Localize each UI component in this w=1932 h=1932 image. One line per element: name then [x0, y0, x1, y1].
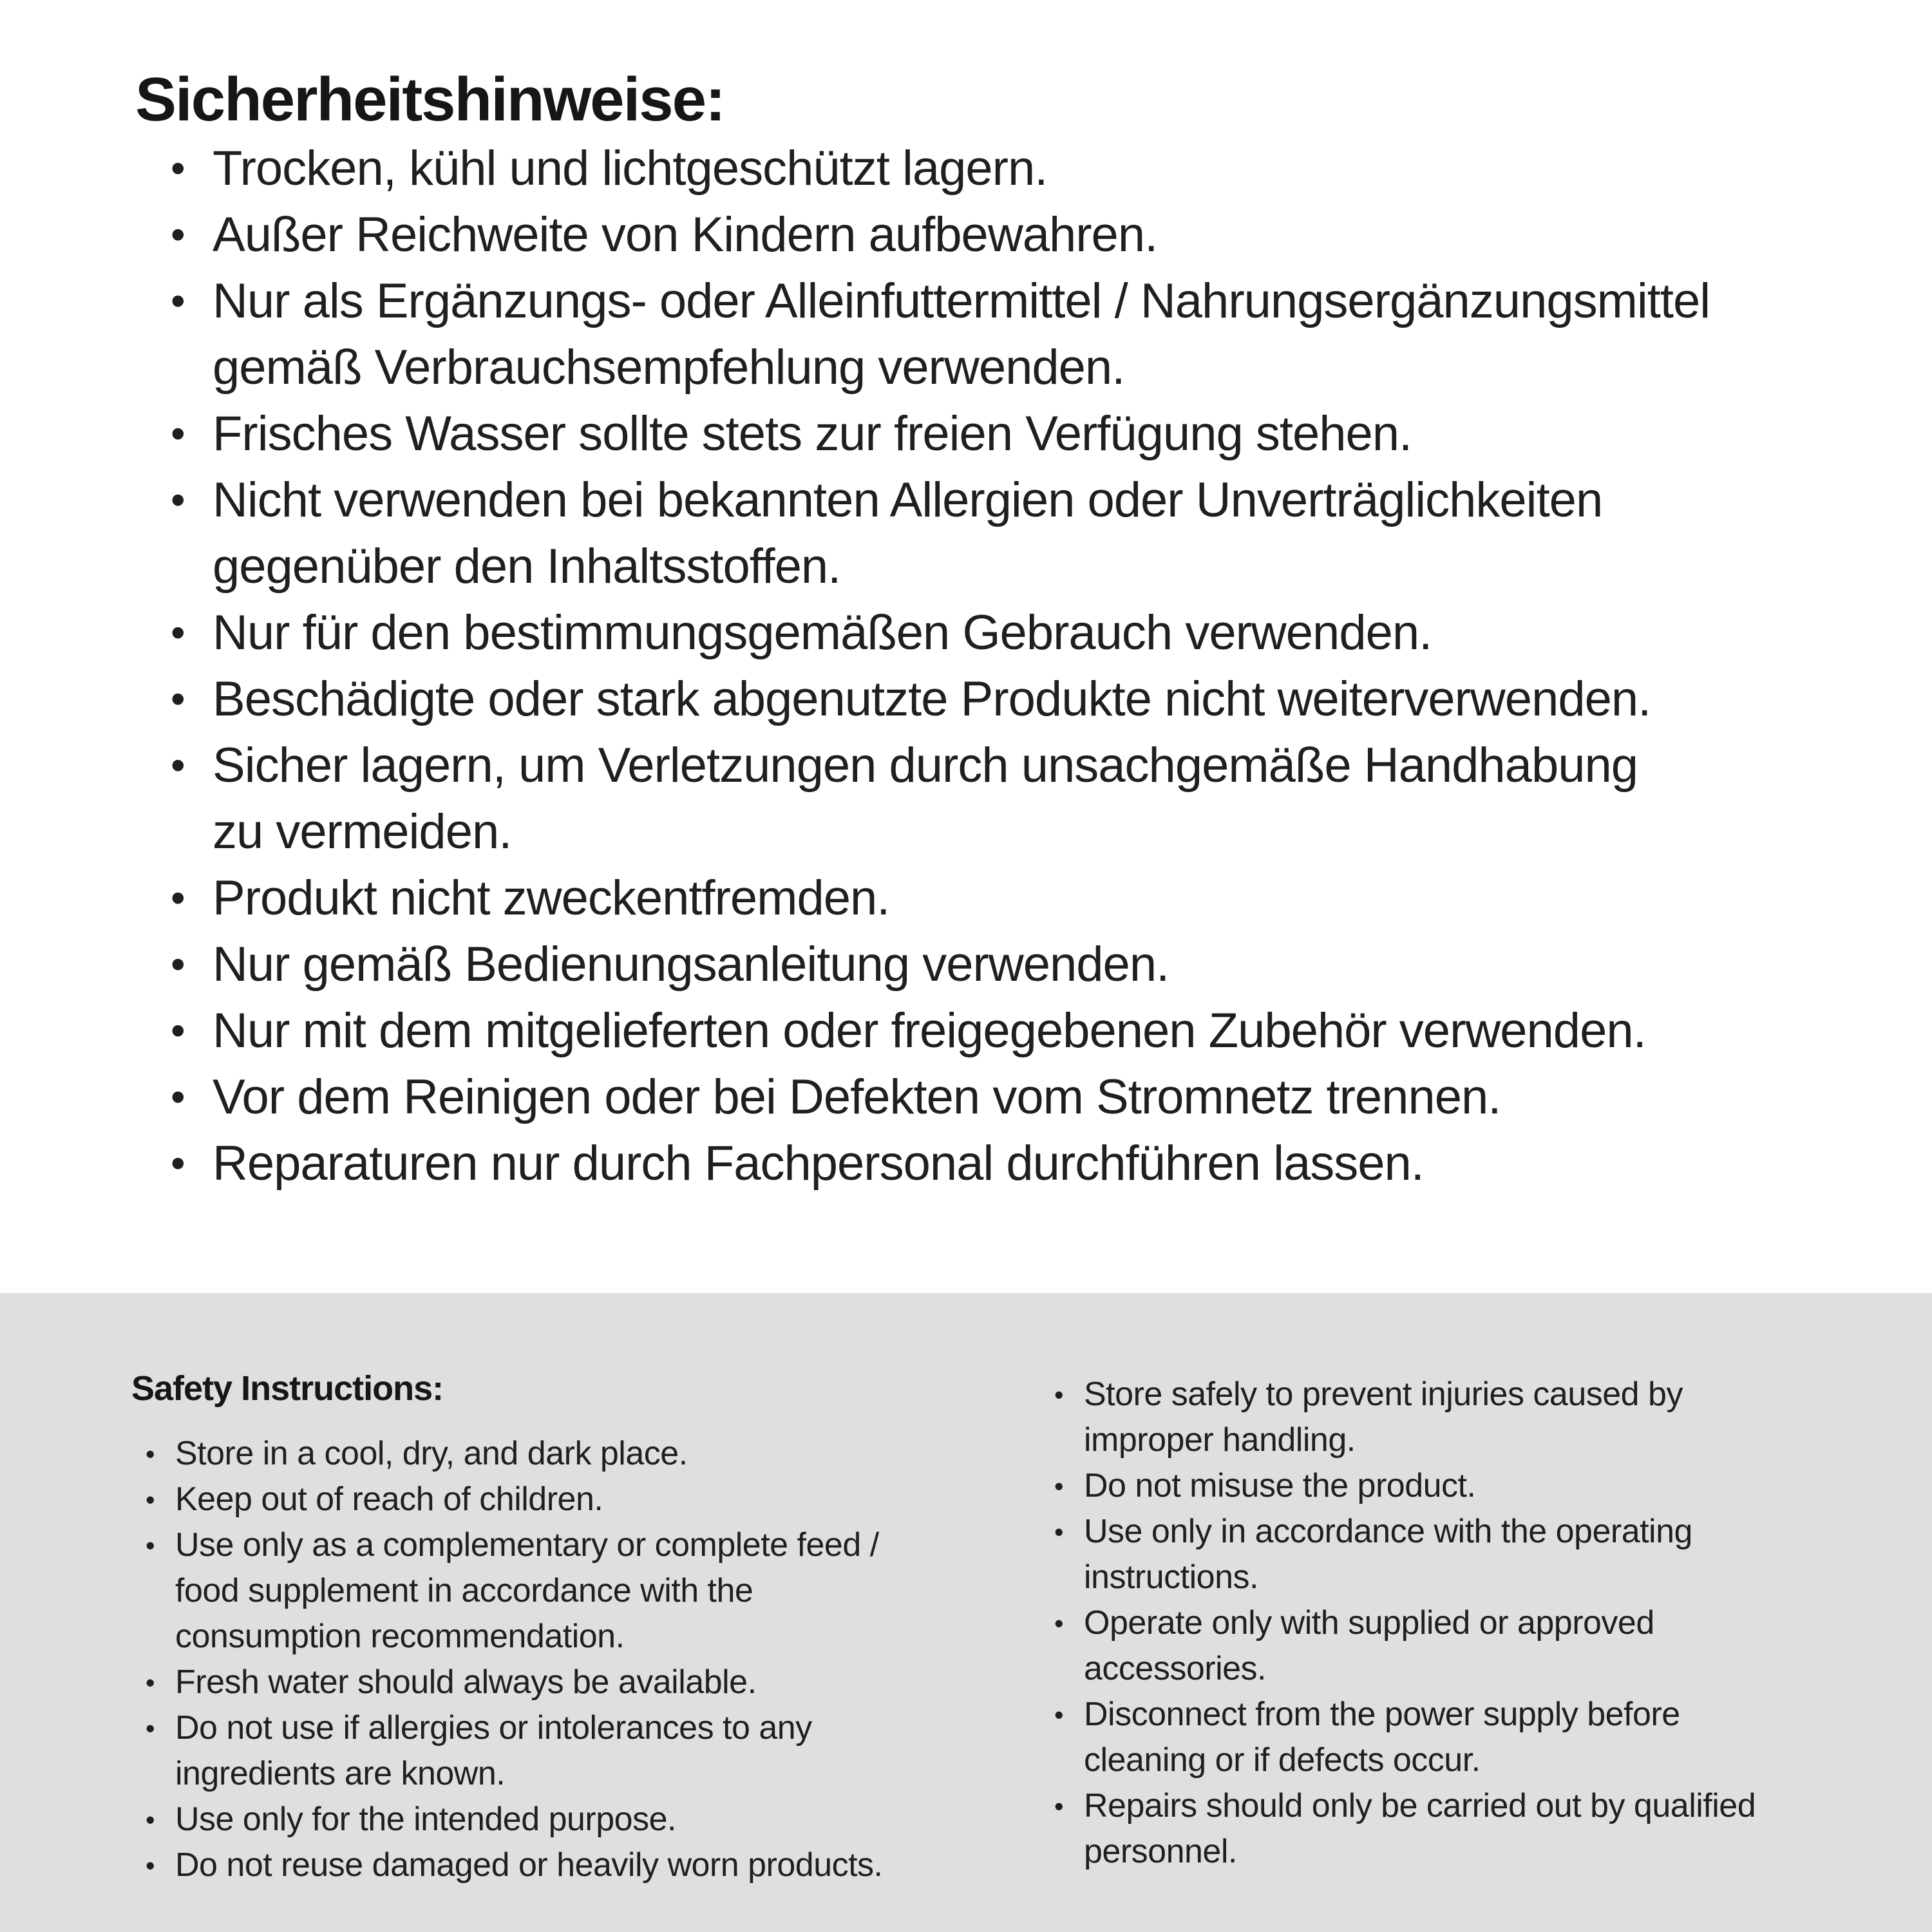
bullet-line: Beschädigte oder stark abgenutzte Produkte nicht weiterverwenden.	[213, 672, 1651, 727]
bullet-icon: •	[1054, 1608, 1064, 1638]
bullet-icon: •	[171, 1140, 185, 1187]
bullet-icon: •	[171, 278, 185, 325]
bullet-icon: •	[146, 1804, 155, 1835]
bullet-icon: •	[171, 742, 185, 789]
list-item	[131, 1660, 1020, 1705]
bullet-line: Nur mit dem mitgelieferten oder freigegebenen Zubehör verwenden.	[213, 1003, 1646, 1059]
bullet-icon: •	[171, 609, 185, 656]
list-item	[135, 135, 1823, 202]
english-safety-panel	[0, 1293, 1932, 1932]
list-item	[135, 732, 1823, 865]
bullet-line: Nur für den bestimmungsgemäßen Gebrauch verwenden.	[213, 605, 1432, 661]
bullet-line: Store safely to prevent injuries caused by	[1084, 1376, 1683, 1413]
bullet-line: Sicher lagern, um Verletzungen durch unsachgemäße Handhabung	[213, 738, 1638, 793]
bullet-icon: •	[146, 1713, 155, 1743]
list-item	[1040, 1783, 1897, 1875]
bullet-line: ingredients are known.	[175, 1755, 506, 1792]
bullet-line: Do not use if allergies or intolerances to any	[175, 1709, 812, 1747]
bullet-line: personnel.	[1084, 1833, 1237, 1870]
bullet-icon: •	[171, 1074, 185, 1121]
english-left-bullet-list	[131, 1431, 1020, 1888]
bullet-icon: •	[171, 941, 185, 988]
list-item	[135, 600, 1823, 666]
bullet-icon: •	[171, 145, 185, 192]
bullet-line: Frisches Wasser sollte stets zur freien Verfügung stehen.	[213, 406, 1412, 462]
bullet-line: Außer Reichweite von Kindern aufbewahren.	[213, 207, 1158, 263]
list-item	[135, 1064, 1823, 1130]
bullet-line: Trocken, kühl und lichtgeschützt lagern.	[213, 141, 1048, 196]
bullet-icon: •	[146, 1484, 155, 1515]
list-item	[135, 268, 1823, 401]
bullet-line: accessories.	[1084, 1650, 1266, 1687]
bullet-icon: •	[1054, 1471, 1064, 1501]
bullet-line: Do not misuse the product.	[1084, 1467, 1476, 1504]
english-right-bullet-list	[1040, 1372, 1897, 1875]
bullet-line: Disconnect from the power supply before	[1084, 1696, 1680, 1733]
bullet-line: Nur als Ergänzungs- oder Alleinfuttermittel / Nahrungsergänzungsmittel	[213, 274, 1710, 329]
bullet-line: gemäß Verbrauchsempfehlung verwenden.	[213, 340, 1125, 395]
list-item	[135, 467, 1823, 600]
list-item	[131, 1431, 1020, 1477]
bullet-line: Repairs should only be carried out by qualified	[1084, 1787, 1756, 1824]
german-bullet-list	[135, 135, 1823, 1197]
bullet-icon: •	[146, 1439, 155, 1469]
list-item	[131, 1522, 1020, 1660]
bullet-line: consumption recommendation.	[175, 1618, 625, 1655]
bullet-icon: •	[1054, 1700, 1064, 1730]
bullet-line: improper handling.	[1084, 1421, 1356, 1459]
bullet-icon: •	[171, 477, 185, 524]
bullet-line: Do not reuse damaged or heavily worn products.	[175, 1846, 883, 1884]
bullet-line: Produkt nicht zweckentfremden.	[213, 871, 890, 926]
bullet-icon: •	[146, 1530, 155, 1560]
bullet-line: cleaning or if defects occur.	[1084, 1741, 1481, 1779]
german-section-title: Sicherheitshinweise:	[135, 65, 724, 134]
bullet-line: instructions.	[1084, 1558, 1258, 1596]
english-left-column	[131, 1369, 1020, 1888]
bullet-icon: •	[146, 1850, 155, 1880]
bullet-icon: •	[1054, 1379, 1064, 1410]
list-item	[1040, 1692, 1897, 1783]
list-item	[131, 1705, 1020, 1797]
bullet-line: Keep out of reach of children.	[175, 1481, 603, 1518]
bullet-line: Nicht verwenden bei bekannten Allergien oder Unverträglichkeiten	[213, 473, 1603, 528]
bullet-icon: •	[171, 676, 185, 723]
bullet-line: Nur gemäß Bedienungsanleitung verwenden.	[213, 937, 1170, 992]
english-right-column	[1040, 1372, 1897, 1875]
list-item	[1040, 1463, 1897, 1509]
list-item	[1040, 1372, 1897, 1463]
bullet-line: Reparaturen nur durch Fachpersonal durchführen lassen.	[213, 1136, 1424, 1191]
bullet-icon: •	[171, 1007, 185, 1054]
list-item	[1040, 1509, 1897, 1600]
list-item	[135, 998, 1823, 1064]
bullet-icon: •	[1054, 1791, 1064, 1821]
list-item	[131, 1797, 1020, 1842]
bullet-icon: •	[171, 875, 185, 922]
english-section-title: Safety Instructions:	[131, 1369, 444, 1408]
list-item	[131, 1842, 1020, 1888]
list-item	[1040, 1600, 1897, 1692]
bullet-line: food supplement in accordance with the	[175, 1572, 753, 1609]
list-item	[135, 666, 1823, 732]
list-item	[135, 401, 1823, 467]
bullet-line: Use only in accordance with the operating	[1084, 1513, 1692, 1550]
bullet-icon: •	[171, 211, 185, 258]
list-item	[135, 865, 1823, 931]
bullet-line: Store in a cool, dry, and dark place.	[175, 1435, 688, 1472]
bullet-icon: •	[171, 410, 185, 457]
german-safety-section	[135, 64, 1835, 1197]
bullet-line: Operate only with supplied or approved	[1084, 1604, 1654, 1642]
bullet-line: Use only for the intended purpose.	[175, 1801, 676, 1838]
bullet-icon: •	[146, 1667, 155, 1698]
bullet-line: gegenüber den Inhaltsstoffen.	[213, 539, 841, 594]
bullet-line: Fresh water should always be available.	[175, 1663, 757, 1701]
bullet-icon: •	[1054, 1517, 1064, 1547]
bullet-line: zu vermeiden.	[213, 804, 512, 860]
list-item	[135, 202, 1823, 268]
bullet-line: Use only as a complementary or complete feed /	[175, 1526, 879, 1564]
list-item	[135, 931, 1823, 998]
list-item	[131, 1477, 1020, 1522]
list-item	[135, 1130, 1823, 1197]
bullet-line: Vor dem Reinigen oder bei Defekten vom Stromnetz trennen.	[213, 1070, 1501, 1125]
